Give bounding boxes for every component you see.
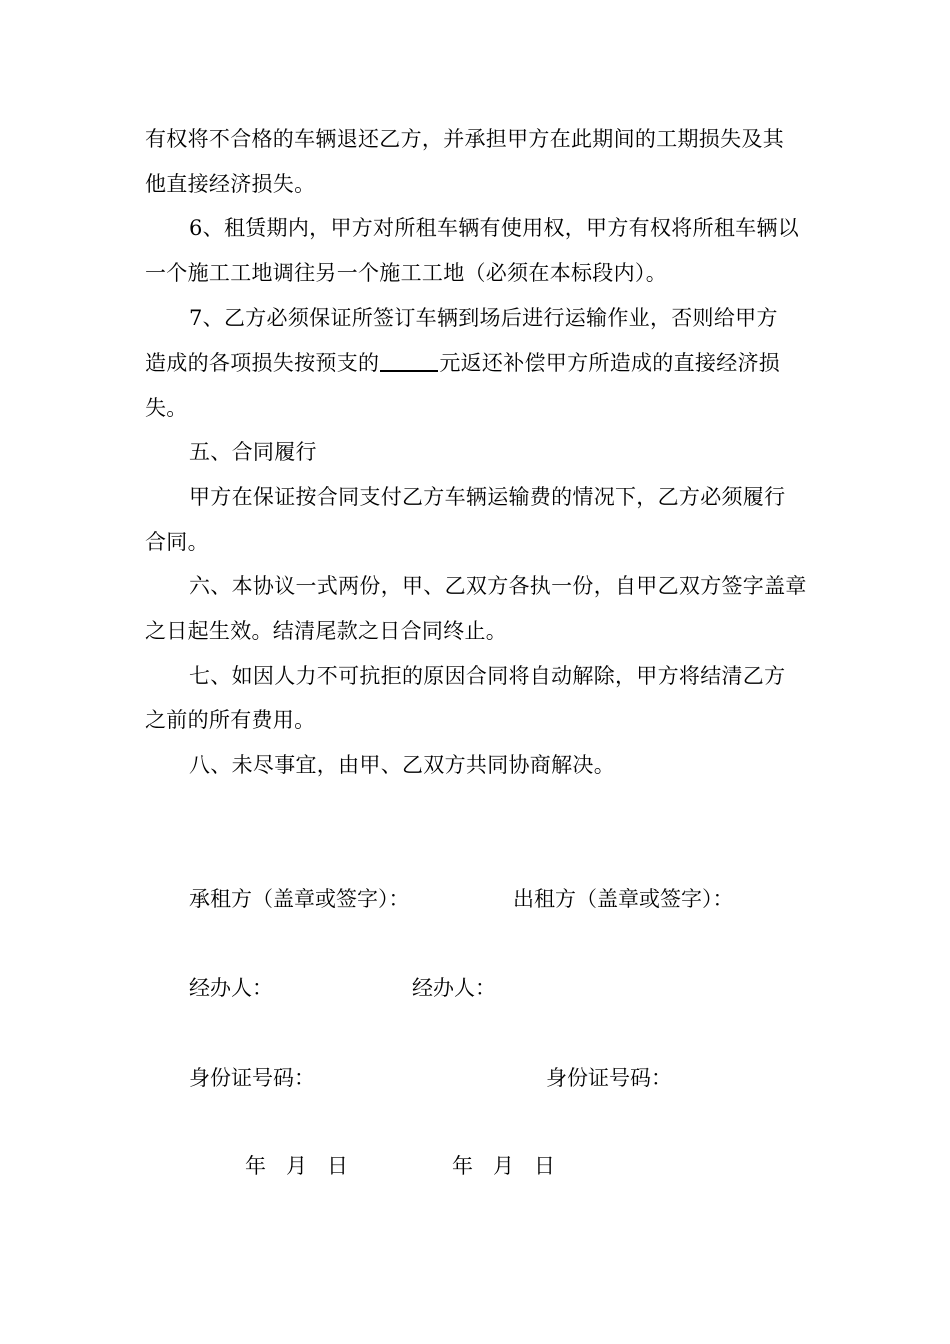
body-line-2: 他直接经济损失。 — [145, 172, 316, 196]
lessor-id-label: 身份证号码： — [546, 1066, 672, 1090]
amount-blank — [380, 350, 438, 372]
section-5-line-1: 甲方在保证按合同支付乙方车辆运输费的情况下，乙方必须履行 — [189, 485, 786, 509]
lessor-date-day: 日 — [534, 1154, 555, 1178]
clause-6-line-2: 一个施工工地调往另一个施工工地（必须在本标段内）。 — [145, 261, 667, 285]
lessee-date-month: 月 — [286, 1154, 307, 1178]
clause-7-line-3: 失。 — [145, 396, 188, 420]
lessee-signature-label: 承租方（盖章或签字）： — [189, 887, 410, 911]
lessee-date-day: 日 — [327, 1154, 348, 1178]
lessor-date — [452, 1152, 555, 1180]
lessee-handler-label: 经办人： — [189, 976, 273, 1000]
lessor-date-year: 年 — [452, 1154, 473, 1178]
lessee-date — [245, 1152, 348, 1180]
lessor-handler-label: 经办人： — [412, 976, 496, 1000]
clause-7-text-before-blank: 造成的各项损失按预支的 — [145, 351, 380, 375]
lessor-signature-label: 出租方（盖章或签字）： — [513, 887, 734, 911]
section-5-heading: 五、合同履行 — [189, 440, 317, 464]
section-6-line-1: 六、本协议一式两份，甲、乙双方各执一份，自甲乙双方签字盖章 — [189, 574, 807, 598]
section-5-line-2: 合同。 — [145, 530, 209, 554]
section-6-line-2: 之日起生效。结清尾款之日合同终止。 — [145, 619, 508, 643]
clause-7-line-2 — [145, 349, 780, 377]
lessee-date-year: 年 — [245, 1154, 266, 1178]
clause-7-line-1: 7、乙方必须保证所签订车辆到场后进行运输作业，否则给甲方 — [189, 306, 778, 330]
section-7-line-2: 之前的所有费用。 — [145, 708, 316, 732]
body-line-1: 有权将不合格的车辆退还乙方，并承担甲方在此期间的工期损失及其 — [145, 127, 784, 151]
clause-6-line-1: 6、租赁期内，甲方对所租车辆有使用权，甲方有权将所租车辆以 — [189, 216, 800, 240]
section-8-line-1: 八、未尽事宜，由甲、乙双方共同协商解决。 — [189, 753, 615, 777]
section-7-line-1: 七、如因人力不可抗拒的原因合同将自动解除，甲方将结清乙方 — [189, 664, 786, 688]
lessee-id-label: 身份证号码： — [189, 1066, 315, 1090]
clause-7-text-after-blank: 元返还补偿甲方所造成的直接经济损 — [439, 351, 781, 375]
lessor-date-month: 月 — [493, 1154, 514, 1178]
